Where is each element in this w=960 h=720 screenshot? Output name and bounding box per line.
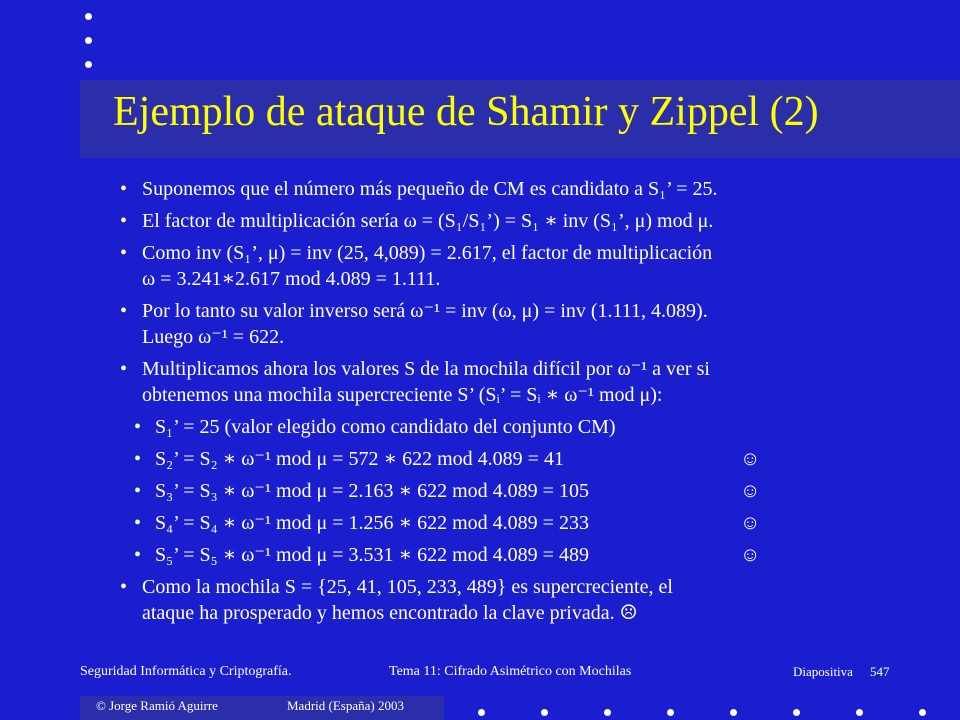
bullet-marker: • <box>120 358 128 380</box>
smiley-icon: ☺ <box>740 512 761 534</box>
sub-bullet-text: S₄’ = S₄ ∗ ω⁻¹ mod μ = 1.256 ∗ 622 mod 4.089 = 233 <box>155 512 589 534</box>
footer-topic: Tema 11: Cifrado Asimétrico con Mochilas <box>389 664 632 679</box>
dot-1 <box>85 13 92 20</box>
bullet-line: Suponemos que el número más pequeño de CM es candidato a S₁’ = 25. <box>142 178 718 200</box>
bullet-line: Como la mochila S = {25, 41, 105, 233, 489} es supercreciente, el <box>142 576 673 598</box>
sub-bullet-text: S₅’ = S₅ ∗ ω⁻¹ mod μ = 3.531 ∗ 622 mod 4.089 = 489 <box>155 544 589 566</box>
bullet-marker: • <box>134 544 142 566</box>
sub-bullet-item <box>90 542 936 568</box>
sub-bullet-item <box>90 510 936 536</box>
dot-bottom-5 <box>730 709 737 716</box>
dot-bottom-1 <box>478 709 485 716</box>
bullet-item <box>116 574 936 626</box>
bullet-marker: • <box>134 448 142 470</box>
dot-bottom-6 <box>793 709 800 716</box>
smiley-icon: ☺ <box>740 544 761 566</box>
bullet-line: El factor de multiplicación sería ω = (S₁/S₁’) = S₁ ∗ inv (S₁’, μ) mod μ. <box>142 210 714 232</box>
bullet-item <box>116 240 936 292</box>
dot-bottom-2 <box>541 709 548 716</box>
sub-bullet-text: S₁’ = 25 (valor elegido como candidato del conjunto CM) <box>155 416 616 438</box>
smiley-icon: ☺ <box>740 480 761 502</box>
bullet-line: obtenemos una mochila supercreciente S’ (Sᵢ’ = Sᵢ ∗ ω⁻¹ mod μ): <box>142 384 663 406</box>
bullet-list <box>116 176 936 632</box>
bullet-line: Como inv (S₁’, μ) = inv (25, 4,089) = 2.617, el factor de multiplicación <box>142 242 713 264</box>
bullet-marker: • <box>120 242 128 264</box>
dot-bottom-3 <box>604 709 611 716</box>
bullet-item <box>116 176 936 202</box>
bullet-marker: • <box>134 512 142 534</box>
bullet-marker: • <box>134 480 142 502</box>
sub-bullet-item <box>90 414 936 440</box>
bullet-item <box>116 208 936 234</box>
dot-bottom-8 <box>919 709 926 716</box>
footer-slide-number: 547 <box>870 664 890 679</box>
bullet-line: ω = 3.241∗2.617 mod 4.089 = 1.111. <box>142 268 441 290</box>
bullet-line: Multiplicamos ahora los valores S de la mochila difícil por ω⁻¹ a ver si <box>142 358 710 380</box>
sub-bullet-text: S₂’ = S₂ ∗ ω⁻¹ mod μ = 572 ∗ 622 mod 4.089 = 41 <box>155 448 564 470</box>
sub-bullet-text: S₃’ = S₃ ∗ ω⁻¹ mod μ = 2.163 ∗ 622 mod 4.089 = 105 <box>155 480 589 502</box>
dot-3 <box>85 61 92 68</box>
footer-course: Seguridad Informática y Criptografía. <box>80 664 292 679</box>
bullet-marker: • <box>120 178 128 200</box>
bullet-marker: • <box>120 300 128 322</box>
page-title: Ejemplo de ataque de Shamir y Zippel (2) <box>113 89 819 135</box>
bullet-line: Por lo tanto su valor inverso será ω⁻¹ = inv (ω, μ) = inv (1.111, 4.089). <box>142 300 708 322</box>
sub-bullet-item <box>90 478 936 504</box>
dot-2 <box>85 37 92 44</box>
bullet-marker: • <box>120 576 128 598</box>
footer-copyright: © Jorge Ramió Aguirre <box>96 698 218 713</box>
bullet-marker: • <box>120 210 128 232</box>
footer-place: Madrid (España) 2003 <box>287 698 404 713</box>
bullet-item <box>116 356 936 408</box>
bullet-line: ataque ha prosperado y hemos encontrado la clave privada. ☹ <box>142 602 638 624</box>
bullet-item <box>116 298 936 350</box>
bullet-line: Luego ω⁻¹ = 622. <box>142 326 285 348</box>
dot-bottom-4 <box>667 709 674 716</box>
footer-slide-label: Diapositiva <box>793 664 853 679</box>
dot-bottom-7 <box>856 709 863 716</box>
smiley-icon: ☺ <box>740 448 761 470</box>
bullet-marker: • <box>134 416 142 438</box>
sub-bullet-item <box>90 446 936 472</box>
